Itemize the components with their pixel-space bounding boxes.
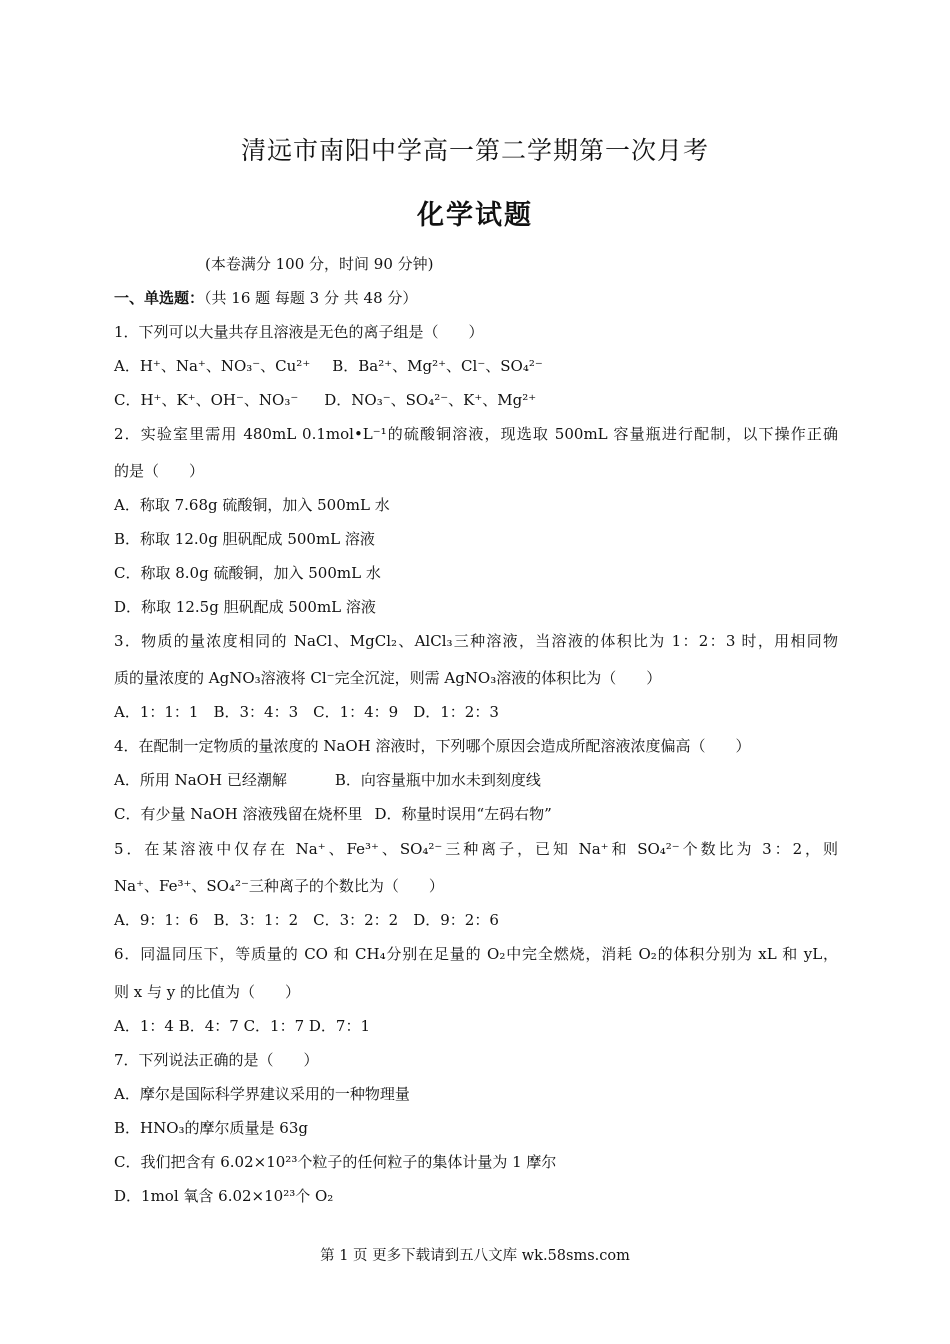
question-6-options: A．1：4 B．4：7 C．1：7 D．7：1 [114, 1017, 371, 1035]
score-time-note: (本卷满分 100 分，时间 90 分钟) [205, 255, 434, 273]
question-4-options-cd [114, 803, 838, 825]
question-7-option-a: A．摩尔是国际科学界建议采用的一种物理量 [114, 1085, 410, 1103]
section-heading [114, 287, 838, 309]
question-4-stem: 4．在配制一定物质的量浓度的 NaOH 溶液时，下列哪个原因会造成所配溶液浓度偏高（ ） [114, 737, 751, 755]
question-1-option-d: D．NO₃⁻、SO₄²⁻、K⁺、Mg²⁺ [324, 391, 537, 409]
question-5-stem-line2: Na⁺、Fe³⁺、SO₄²⁻三种离子的个数比为（ ） [114, 877, 444, 895]
question-1-option-a: A．H⁺、Na⁺、NO₃⁻、Cu²⁺ [114, 357, 311, 375]
question-1-option-c: C．H⁺、K⁺、OH⁻、NO₃⁻ [114, 391, 299, 409]
question-1-options-ab [114, 355, 838, 377]
question-2-stem-line2: 的是（ ） [114, 462, 205, 480]
question-2-option-c: C．称取 8.0g 硫酸铜，加入 500mL 水 [114, 564, 381, 582]
question-3-stem-line2: 质的量浓度的 AgNO₃溶液将 Cl⁻完全沉淀，则需 AgNO₃溶液的体积比为（ ） [114, 669, 662, 687]
question-4-option-d: D．称量时误用“左码右物” [374, 805, 552, 823]
subject-title: 化学试题 [417, 200, 533, 231]
question-2-stem-line1: 2．实验室里需用 480mL 0.1mol•L⁻¹的硫酸铜溶液，现选取 500mL 容量瓶进行配制，以下操作正确 [114, 425, 838, 443]
question-5-stem-line1: 5．在某溶液中仅存在 Na⁺、Fe³⁺、SO₄²⁻三种离子，已知 Na⁺和 SO₄²⁻个数比为 3：2，则 [114, 840, 838, 858]
question-3-options: A．1：1：1 B．3：4：3 C．1：4：9 D．1：2：3 [114, 703, 499, 721]
question-7-option-c: C．我们把含有 6.02×10²³个粒子的任何粒子的集体计量为 1 摩尔 [114, 1153, 557, 1171]
question-2-option-d: D．称取 12.5g 胆矾配成 500mL 溶液 [114, 598, 376, 616]
section-info: （共 16 题 每题 3 分 共 48 分） [204, 289, 418, 307]
question-4-option-a: A．所用 NaOH 已经潮解 [114, 771, 287, 789]
question-5-options: A．9：1：6 B．3：1：2 C．3：2：2 D．9：2：6 [114, 911, 499, 929]
question-1-stem: 1．下列可以大量共存且溶液是无色的离子组是（ ） [114, 323, 484, 341]
section-title: 一、单选题： [114, 289, 205, 307]
question-7-stem: 7．下列说法正确的是（ ） [114, 1051, 319, 1069]
question-7-option-d: D．1mol 氧含 6.02×10²³个 O₂ [114, 1187, 334, 1205]
question-4-option-b: B．向容量瓶中加水未到刻度线 [334, 771, 541, 789]
question-7-option-b: B．HNO₃的摩尔质量是 63g [114, 1119, 308, 1137]
exam-title: 清远市南阳中学高一第二学期第一次月考 [240, 136, 709, 165]
page-footer: 第 1 页 更多下载请到五八文库 wk.58sms.com [320, 1248, 630, 1264]
question-1-option-b: B．Ba²⁺、Mg²⁺、Cl⁻、SO₄²⁻ [332, 357, 543, 375]
question-4-option-c: C．有少量 NaOH 溶液残留在烧杯里 [114, 805, 363, 823]
question-4-options-ab [114, 769, 838, 791]
question-2-option-b: B．称取 12.0g 胆矾配成 500mL 溶液 [114, 530, 375, 548]
question-6-stem-line1: 6．同温同压下，等质量的 CO 和 CH₄分别在足量的 O₂中完全燃烧，消耗 O₂的体积分别为 xL 和 yL， [114, 945, 838, 963]
question-6-stem-line2: 则 x 与 y 的比值为（ ） [114, 983, 301, 1001]
question-3-stem-line1: 3．物质的量浓度相同的 NaCl、MgCl₂、AlCl₃三种溶液，当溶液的体积比为 1：2：3 时，用相同物 [114, 632, 838, 650]
question-2-option-a: A．称取 7.68g 硫酸铜，加入 500mL 水 [114, 496, 390, 514]
question-1-options-cd [114, 389, 838, 411]
